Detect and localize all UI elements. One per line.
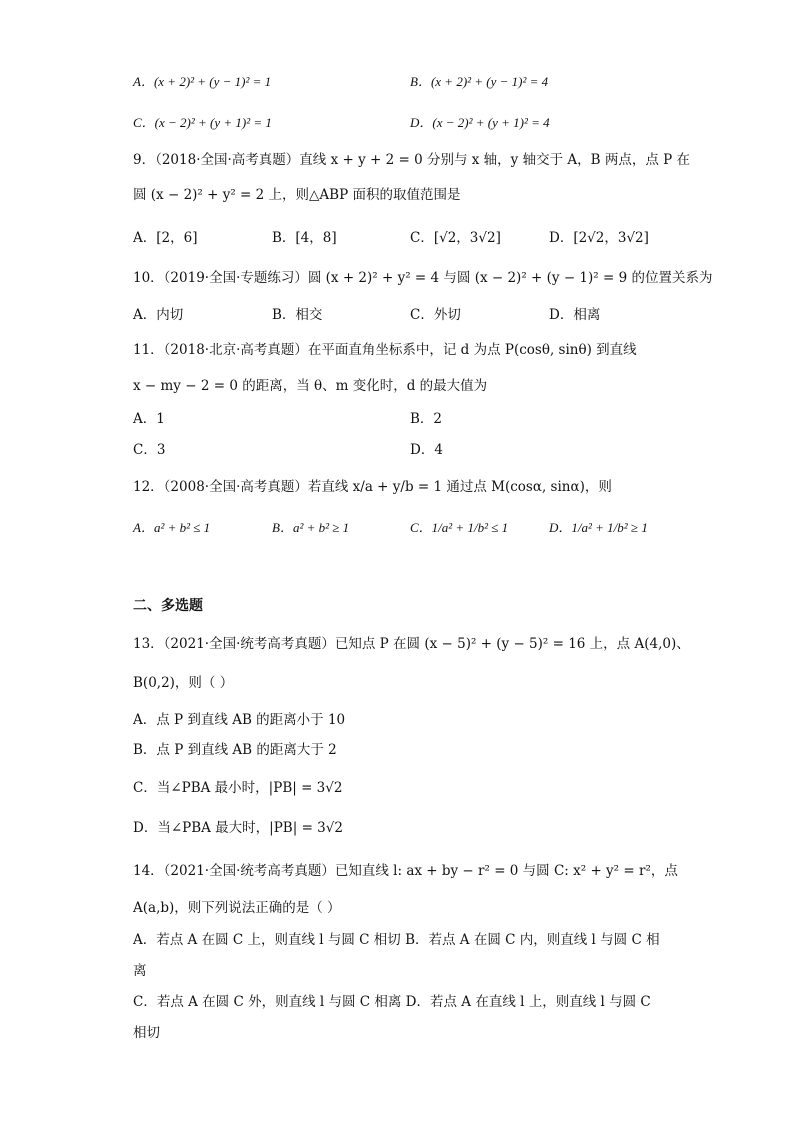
q14-stem-line2: A(a,b)，则下列说法正确的是（ ） (133, 900, 341, 916)
q13-option-a: A．点 P 到直线 AB 的距离小于 10 (133, 712, 346, 728)
q12-option-c: C．1/a² + 1/b² ≤ 1 (410, 520, 509, 535)
q14-stem-line1: 14．（2021·全国·统考高考真题）已知直线 l: ax + by − r² = 0 与圆 C: x² + y² = r²，点 (133, 863, 678, 879)
q12-option-b: B．a² + b² ≥ 1 (272, 520, 350, 535)
q9-stem-line2: 圆 (x − 2)² + y² = 2 上，则△ABP 面积的取值范围是 (133, 187, 461, 203)
q11-option-b: B．2 (410, 411, 443, 427)
q10-stem-line1: 10．（2019·全国·专题练习）圆 (x + 2)² + y² = 4 与圆 (x − 2)² + (y − 1)² = 9 的位置关系为 (133, 270, 713, 286)
q8-option-a: A．(x + 2)² + (y − 1)² = 1 (133, 74, 272, 89)
q10-option-b: B．相交 (272, 307, 323, 323)
q10-option-d: D．相离 (549, 307, 601, 323)
q9-option-c: C．[√2，3√2] (410, 230, 501, 246)
q13-stem-line2: B(0,2)，则（ ） (133, 675, 234, 691)
q11-option-c: C．3 (133, 442, 166, 458)
q13-option-c: C．当∠PBA 最小时，|PB| = 3√2 (133, 780, 343, 796)
q14-options-ab-line1: A．若点 A 在圆 C 上，则直线 l 与圆 C 相切 B．若点 A 在圆 C 内，则直线 l 与圆 C 相 (133, 932, 660, 948)
q12-option-a: A．a² + b² ≤ 1 (133, 520, 211, 535)
q11-stem-line2: x − my − 2 = 0 的距离，当 θ、m 变化时，d 的最大值为 (133, 378, 488, 394)
q12-stem-line1: 12．（2008·全国·高考真题）若直线 x/a + y/b = 1 通过点 M(cosα, sinα)，则 (133, 479, 612, 495)
q9-stem-line1: 9．（2018·全国·高考真题）直线 x + y + 2 = 0 分别与 x 轴，y 轴交于 A，B 两点，点 P 在 (133, 152, 690, 168)
q14-options-cd-line1: C．若点 A 在圆 C 外，则直线 l 与圆 C 相离 D．若点 A 在直线 l 上，则直线 l 与圆 C (133, 994, 651, 1010)
q11-option-a: A．1 (133, 411, 165, 427)
q14-options-ab-line2: 离 (133, 963, 147, 979)
q11-stem-line1: 11．（2018·北京·高考真题）在平面直角坐标系中，记 d 为点 P(cosθ, sinθ) 到直线 (133, 342, 637, 358)
q13-stem-line1: 13．（2021·全国·统考高考真题）已知点 P 在圆 (x − 5)² + (y − 5)² = 16 上，点 A(4,0)、 (133, 636, 690, 652)
q8-option-c: C．(x − 2)² + (y + 1)² = 1 (133, 115, 272, 130)
q11-option-d: D．4 (410, 442, 443, 458)
q9-option-b: B．[4，8] (272, 230, 337, 246)
q9-option-a: A．[2，6] (133, 230, 198, 246)
q12-option-d: D．1/a² + 1/b² ≥ 1 (549, 520, 648, 535)
q8-option-d: D．(x − 2)² + (y + 1)² = 4 (410, 115, 550, 130)
section-heading-multi-choice: 二、多选题 (133, 598, 203, 614)
q13-option-b: B．点 P 到直线 AB 的距离大于 2 (133, 742, 337, 758)
q13-option-d: D．当∠PBA 最大时，|PB| = 3√2 (133, 820, 343, 836)
q10-option-a: A．内切 (133, 307, 184, 323)
q10-option-c: C．外切 (410, 307, 461, 323)
q14-options-cd-line2: 相切 (133, 1025, 160, 1041)
q8-option-b: B．(x + 2)² + (y − 1)² = 4 (410, 74, 549, 89)
q9-option-d: D．[2√2，3√2] (549, 230, 649, 246)
